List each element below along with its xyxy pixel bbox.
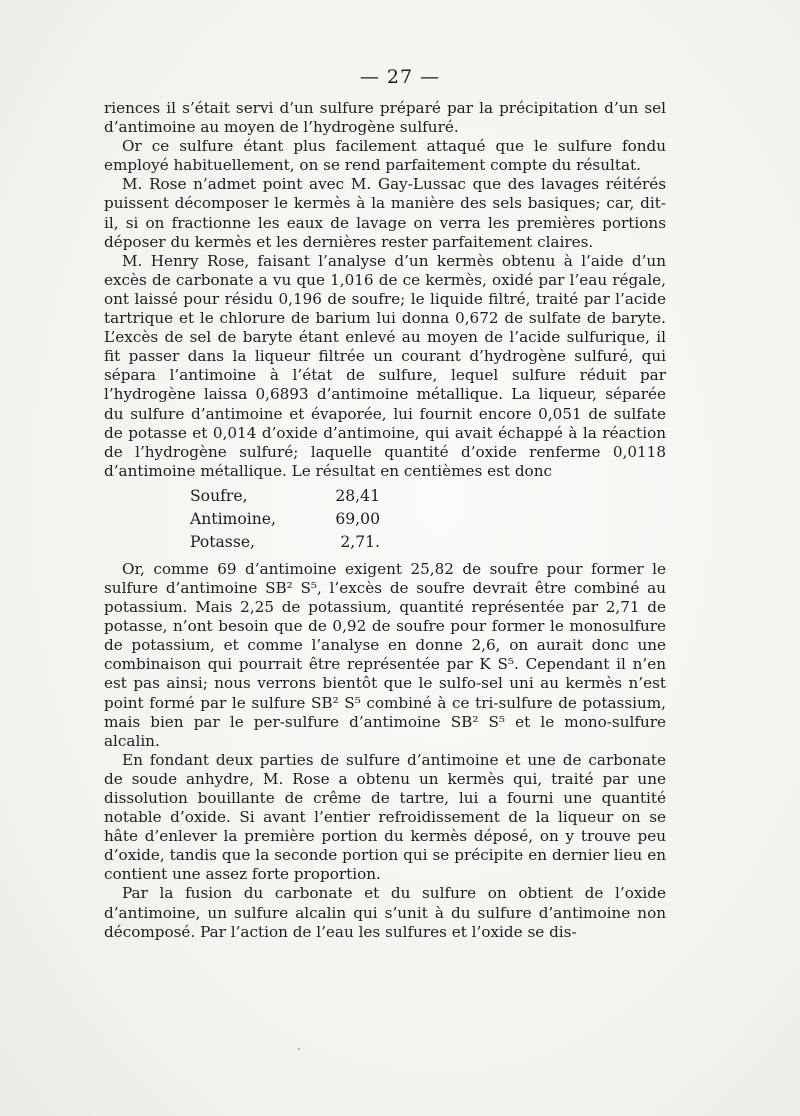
analysis-results-table [104, 485, 666, 554]
result-value: 2,71. [340, 532, 380, 551]
paper-speck [298, 1048, 300, 1050]
result-label: Potasse, [190, 532, 256, 551]
paragraph: M. Rose n’admet point avec M. Gay-Lussac que des lavages réitérés puissent décomposer le kermès à la manière des sels basiques; car, dit-il, si on fractionne les eaux de lavage on verra les premières portions déposer du kermès et les dernières rester parfaitement claires. [104, 175, 666, 251]
paragraph: En fondant deux parties de sulfure d’antimoine et une de carbonate de soude anhydre, M. Rose a obtenu un kermès qui, traité par une dissolution bouillante de crême de tartre, lui a fourni une quantité notable d’oxide. Si avant l’entier refroidissement de la liqueur on se hâte d’enlever la première portion du kermès déposé, on y trouve peu d’oxide, tandis que la seconde portion qui se précipite en dernier lieu en contient une assez forte proportion. [104, 750, 666, 884]
result-label: Antimoine, [190, 509, 276, 528]
paragraph: Or ce sulfure étant plus facilement attaqué que le sulfure fondu employé habituellement, on se rend parfaitement compte du résultat. [104, 137, 666, 175]
result-row [104, 485, 666, 508]
paragraph: riences il s’était servi d’un sulfure préparé par la précipitation d’un sel d’antimoine au moyen de l’hydrogène sulfuré. [104, 99, 666, 137]
paragraphs-after [104, 560, 666, 942]
body-text [104, 99, 666, 942]
paragraph: Or, comme 69 d’antimoine exigent 25,82 de soufre pour former le sulfure d’antimoine SB² S⁵, l’excès de soufre devrait être combiné au potassium. Mais 2,25 de potassium, quantité représentée par 2,71 de potasse, n’ont besoin que de 0,92 de soufre pour former le monosulfure de potassium, et comme l’analyse en donne 2,6, on aurait donc une combinaison qui pourrait être représentée par K S⁵. Cependant il n’en est pas ainsi; nous verrons bientôt que le sulfo-sel uni au kermès n’est point formé par le sulfure SB² S⁵ combiné à ce tri-sulfure de potassium, mais bien par le per-sulfure d’antimoine SB² S⁵ et le mono-sulfure alcalin. [104, 559, 666, 750]
paragraph: Par la fusion du carbonate et du sulfure on obtient de l’oxide d’antimoine, un sulfure alcalin qui s’unit à du sulfure d’antimoine non décomposé. Par l’action de l’eau les sulfures et l’oxide se dis- [104, 884, 666, 941]
paragraphs-before [104, 99, 666, 481]
result-label: Soufre, [190, 486, 248, 505]
page-number: — 27 — [359, 66, 441, 88]
result-value: 69,00 [335, 509, 380, 528]
result-row [104, 531, 666, 554]
result-row [104, 508, 666, 531]
paragraph: M. Henry Rose, faisant l’analyse d’un kermès obtenu à l’aide d’un excès de carbonate a vu que 1,016 de ce kermès, oxidé par l’eau régale, ont laissé pour résidu 0,196 de soufre; le liquide filtré, traité par l’acide tartrique et le chlorure de barium lui donna 0,672 de sulfate de baryte. L’excès de sel de baryte étant enlevé au moyen de l’acide sulfurique, il fit passer dans la liqueur filtrée un courant d’hydrogène sulfuré, qui sépara l’antimoine à l’état de sulfure, lequel sulfure réduit par l’hydrogène laissa 0,6893 d’antimoine métallique. La liqueur, séparée du sulfure d’antimoine et évaporée, lui fournit encore 0,051 de sulfate de potasse et 0,014 d’oxide d’antimoine, qui avait échappé à la réaction de l’hydrogène sulfuré; laquelle quantité d’oxide renferme 0,0118 d’antimoine métallique. Le résultat en centièmes est donc [104, 251, 666, 480]
result-value: 28,41 [335, 486, 380, 505]
